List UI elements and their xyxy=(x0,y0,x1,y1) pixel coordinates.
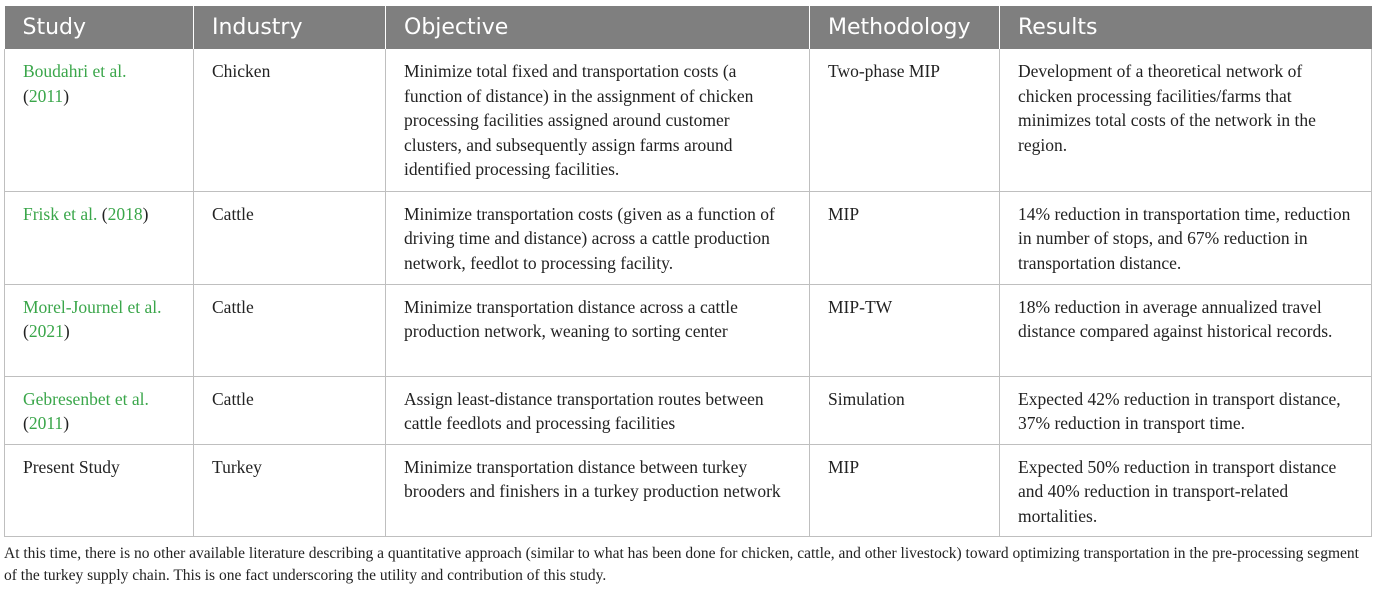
comparison-table-container xyxy=(4,6,1371,537)
table-header-row xyxy=(5,6,1372,49)
results-cell: 18% reduction in average annualized travel distance compared against historical records. xyxy=(1000,284,1372,376)
study-author-link[interactable]: Morel-Journel et al. xyxy=(23,296,162,317)
study-year-link[interactable]: 2018 xyxy=(107,203,143,224)
objective-cell: Assign least-distance transportation routes between cattle feedlots and processing facilities xyxy=(386,376,810,444)
study-year-link[interactable]: 2011 xyxy=(28,413,64,433)
header-methodology: Methodology xyxy=(810,6,1000,49)
header-objective: Objective xyxy=(386,6,810,49)
industry-cell: Cattle xyxy=(194,284,386,376)
methodology-cell: MIP xyxy=(810,444,1000,537)
table-row xyxy=(5,284,1372,376)
objective-cell: Minimize transportation distance between turkey brooders and finishers in a turkey production network xyxy=(386,444,810,537)
objective-cell: Minimize transportation distance across a cattle production network, weaning to sorting center xyxy=(386,284,810,376)
header-study: Study xyxy=(5,6,194,49)
table-row xyxy=(5,191,1372,284)
industry-cell: Turkey xyxy=(194,444,386,537)
table-row xyxy=(5,444,1372,537)
header-results: Results xyxy=(1000,6,1372,49)
methodology-cell: MIP xyxy=(810,191,1000,284)
methodology-cell: Simulation xyxy=(810,376,1000,444)
study-year-link[interactable]: 2011 xyxy=(28,85,64,106)
study-cell: Frisk et al. (2018) xyxy=(5,191,194,284)
study-cell: Morel-Journel et al. (2021) xyxy=(5,284,194,376)
study-author-link[interactable]: Frisk et al. xyxy=(23,203,98,224)
methodology-cell: Two-phase MIP xyxy=(810,49,1000,191)
results-cell: 14% reduction in transportation time, reduction in number of stops, and 67% reduction in transportation distance. xyxy=(1000,191,1372,284)
study-year-link[interactable]: 2021 xyxy=(28,321,64,341)
results-cell: Expected 50% reduction in transport distance and 40% reduction in transport-related mortalities. xyxy=(1000,444,1372,537)
header-industry: Industry xyxy=(194,6,386,49)
study-author-link[interactable]: Gebresenbet et al. xyxy=(23,388,149,409)
methodology-cell: MIP-TW xyxy=(810,284,1000,376)
study-cell: Gebresenbet et al. (2011) xyxy=(5,376,194,444)
study-cell: Boudahri et al. (2011) xyxy=(5,49,194,191)
industry-cell: Chicken xyxy=(194,49,386,191)
comparison-table xyxy=(4,6,1372,537)
objective-cell: Minimize total fixed and transportation costs (a function of distance) in the assignment of chicken processing facilities assigned around customer clusters, and subsequently assign farms around identified processing facilities. xyxy=(386,49,810,191)
table-footnote: At this time, there is no other available literature describing a quantitative approach (similar to what has been done for chicken, cattle, and other livestock) toward optimizing transportation in the pre-processing segment of the turkey supply chain. This is one fact underscoring the utility and contribution of this study. xyxy=(4,545,1359,584)
study-cell: Present Study xyxy=(5,444,194,537)
results-cell: Expected 42% reduction in transport distance, 37% reduction in transport time. xyxy=(1000,376,1372,444)
objective-cell: Minimize transportation costs (given as a function of driving time and distance) across a cattle production network, feedlot to processing facility. xyxy=(386,191,810,284)
table-row xyxy=(5,49,1372,191)
study-author-link[interactable]: Boudahri et al. xyxy=(23,61,127,81)
industry-cell: Cattle xyxy=(194,191,386,284)
results-cell: Development of a theoretical network of chicken processing facilities/farms that minimizes total costs of the network in the region. xyxy=(1000,49,1372,191)
table-row xyxy=(5,376,1372,444)
industry-cell: Cattle xyxy=(194,376,386,444)
